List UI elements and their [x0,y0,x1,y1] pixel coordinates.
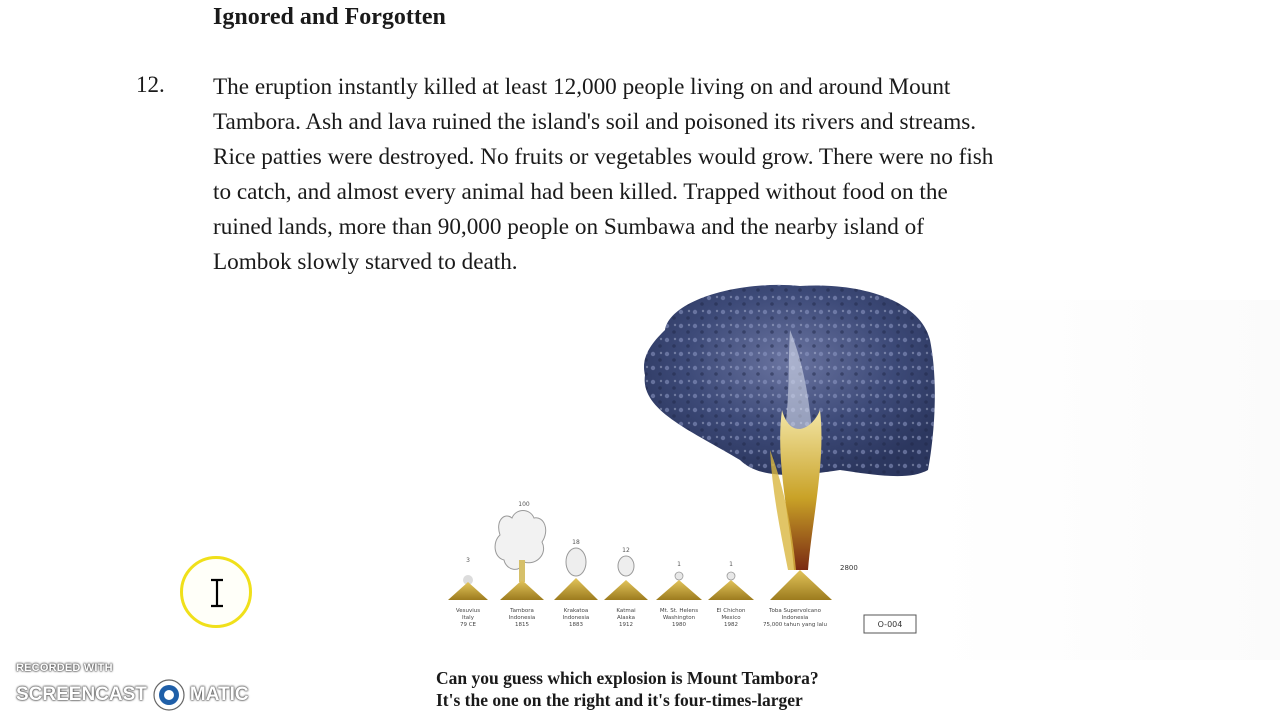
volcano-label: Mexico [721,615,741,621]
caption-line: It's the one on the right and it's four-times-larger [436,690,803,710]
paragraph-line: to catch, and almost every animal had been killed. Trapped without food on the [213,179,948,205]
volcano-st-helens [656,572,702,600]
volcano-value: 100 [518,501,530,508]
section-heading: Ignored and Forgotten [213,4,446,30]
paragraph-line: Rice patties were destroyed. No fruits or vegetables would grow. There were no fish [213,144,994,170]
figure-caption [436,667,916,711]
paragraph-line: Tambora. Ash and lava ruined the island's soil and poisoned its rivers and streams. [213,109,977,135]
volcano-value: 12 [622,547,630,554]
watermark-recorded-with: RECORDED WITH [16,662,113,674]
figure-code: O-004 [877,620,903,629]
screencast-watermark [16,678,249,712]
toba-label: 75,000 tahun yang lalu [763,622,827,628]
volcano-label: 1912 [619,622,633,628]
volcano-value: 1 [677,561,681,568]
volcano-tambora [495,511,546,601]
volcano-label: Katmai [616,608,636,614]
toba-label: Toba Supervolcano [769,608,821,614]
text-cursor-icon [207,578,227,608]
volcano-label: Washington [662,615,696,621]
volcano-label: 1982 [724,622,738,628]
volcano-label: 1815 [515,622,529,628]
figure-code-box [864,615,916,633]
paragraph-body [213,70,1153,280]
watermark-brand-left: SCREENCAST [16,684,147,705]
volcano-label: Mt. St. Helens [659,608,699,614]
toba-value: 2800 [840,564,858,572]
volcano-label: Indonesia [508,615,536,621]
toba-label: Indonesia [781,615,809,621]
caption-line: Can you guess which explosion is Mount Tambora? [436,668,819,688]
volcano-katmai [604,556,648,600]
paragraph-line: Lombok slowly starved to death. [213,249,518,275]
volcano-label: Alaska [617,615,635,621]
volcano-value: 3 [466,557,470,564]
paragraph-line: ruined lands, more than 90,000 people on Sumbawa and the nearby island of [213,214,924,240]
volcano-vesuvius [448,575,488,600]
small-volcano-row [448,511,754,601]
volcano-value: 18 [572,539,580,546]
volcano-label: 1883 [569,622,583,628]
background-fade [930,300,1280,660]
volcano-illustration [440,280,940,640]
volcano-value: 1 [729,561,733,568]
screencast-logo-icon [152,678,186,712]
watermark-brand-right: MATIC [189,684,249,705]
volcano-label: 1980 [672,622,686,628]
volcano-label: Tambora [510,608,534,614]
volcano-label: Krakatoa [563,608,589,614]
volcano-el-chichon [708,572,754,600]
paragraph-line: The eruption instantly killed at least 12,000 people living on and around Mount [213,74,951,100]
volcano-label: Indonesia [562,615,590,621]
volcano-label: Italy [462,615,474,621]
volcano-comparison-figure [440,280,940,640]
volcano-label: El Chichon [716,608,746,614]
volcano-label: Vesuvius [455,608,481,614]
toba-cone [770,570,832,600]
paragraph-number: 12. [136,72,165,97]
volcano-label: 79 CE [459,622,477,628]
volcano-krakatoa [554,548,598,600]
